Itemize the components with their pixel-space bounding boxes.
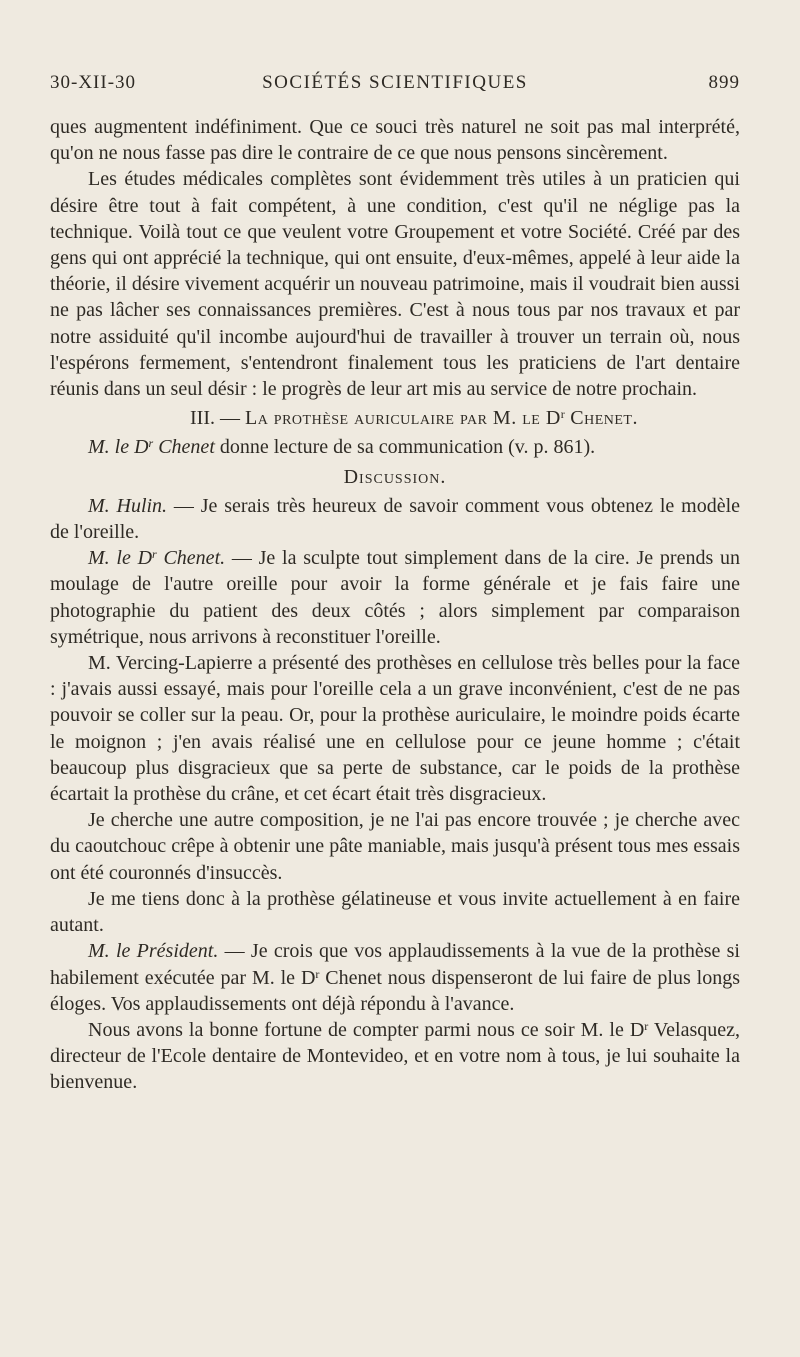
paragraph-1: ques augmentent indéfiniment. Que ce souci très naturel ne soit pas mal interprété, qu'on ne nous fasse pas dire le contraire de ce que nous pensons sincèrement. (50, 116, 740, 165)
paragraph-9-text-1: — Je crois que vos applaudissements à la vue de la prothèse si habilement exécutée par M. le D (50, 940, 740, 989)
header-title: SOCIÉTÉS SCIENTIFIQUES (262, 72, 528, 93)
page-number: 899 (708, 72, 740, 93)
speaker-hulin: M. Hulin. (88, 494, 168, 517)
paragraph-6: M. Vercing-Lapierre a présenté des prothèses en cellulose très belles pour la face : j'avais aussi essayé, mais pour l'oreille cela a un grave inconvénient, c'est de ne pas pouvoir se coller sur la peau. Or, pour la prothèse auriculaire, le moindre poids écarte le moignon ; j'en avais réalisé une en cellulose pour ce jeune homme ; c'était beaucoup plus disgracieux que sa perte de substance, car le poids de la prothèse écartait la prothèse du crâne, et cet écart était très disgracieux. (50, 652, 740, 806)
paragraph-10-text-2: Velasquez, directeur de l'Ecole dentaire de Montevideo, et en votre nom à tous, je lui souhaite la bienvenue. (50, 1018, 740, 1094)
paragraph-3-text: donne lecture de sa communication (v. p. 861). (214, 436, 596, 459)
section-heading (50, 405, 740, 431)
paragraph-4 (50, 493, 740, 545)
paragraph-9 (50, 938, 740, 1017)
running-header (50, 72, 740, 102)
paragraph-7: Je cherche une autre composition, je ne l'ai pas encore trouvée ; je cherche avec du caoutchouc crêpe à obtenir une pâte maniable, mais jusqu'à présent tous mes essais ont été couronnés d'insuccès. (50, 809, 740, 884)
discussion-heading: Discussion. (343, 465, 447, 488)
heading-sup: r (560, 407, 565, 422)
page-body (50, 114, 740, 1096)
paragraph-5 (50, 545, 740, 650)
speaker-chenet-name-2: Chenet. (156, 547, 226, 570)
paragraph-4-text: — Je serais très heureux de savoir comment vous obtenez le modèle de l'oreille. (50, 494, 741, 544)
header-date: 30-XII-30 (50, 72, 137, 93)
paragraph-3 (50, 434, 740, 460)
heading-number: III. — (190, 407, 245, 430)
paragraph-10-sup: r (644, 1018, 649, 1033)
speaker-chenet: M. le D (88, 436, 149, 459)
paragraph-10-text-1: Nous avons la bonne fortune de compter parmi nous ce soir M. le D (88, 1018, 645, 1041)
paragraph-5-text: — Je la sculpte tout simplement dans de la cire. Je prends un moulage de l'autre oreille pour avoir la forme générale et je fais faire une photographie du patient des deux côtés ; alors simplement par comparaison symétrique, nous arrivons à reconstituer l'oreille. (50, 547, 740, 648)
heading-name: Chenet. (564, 407, 638, 430)
heading-text: La prothèse auriculaire par M. le D (244, 407, 561, 430)
paragraph-9-text-2: Chenet nous dispenseront de lui faire de plus longs éloges. Vos applaudissements ont déjà répondu à l'avance. (50, 966, 740, 1015)
speaker-president: M. le Président. (88, 940, 219, 963)
paragraph-8: Je me tiens donc à la prothèse gélatineuse et vous invite actuellement à en faire autant. (50, 887, 740, 937)
paragraph-10 (50, 1017, 740, 1096)
speaker-sup: r (148, 436, 154, 451)
paragraph-2: Les études médicales complètes sont évidemment très utiles à un praticien qui désire être tout à fait compétent, à une condition, c'est qu'il ne néglige pas la technique. Voilà tout ce que veulent votre Groupement et votre Société. Créé par des gens qui ont apprécié la technique, qui ont ensuite, d'eux-mêmes, appelé à leur aide la théorie, il désire vivement acquérir un nouveau patrimoine, mais il voudrait bien aussi ne pas lâcher ses connaissances premières. C'est à nous tous par nos travaux et par notre assiduité qu'il incombe aujourd'hui de travailler à trouver un terrain où, nous l'espérons fermement, s'entendront finalement tous les praticiens de l'art dentaire réunis dans un seul désir : le progrès de leur art mis au service de notre prochain. (50, 168, 740, 401)
speaker-sup-2: r (152, 547, 157, 562)
speaker-chenet-name: Chenet (153, 436, 215, 459)
speaker-chenet-2: M. le D (88, 547, 153, 570)
paragraph-9-sup: r (315, 966, 320, 981)
